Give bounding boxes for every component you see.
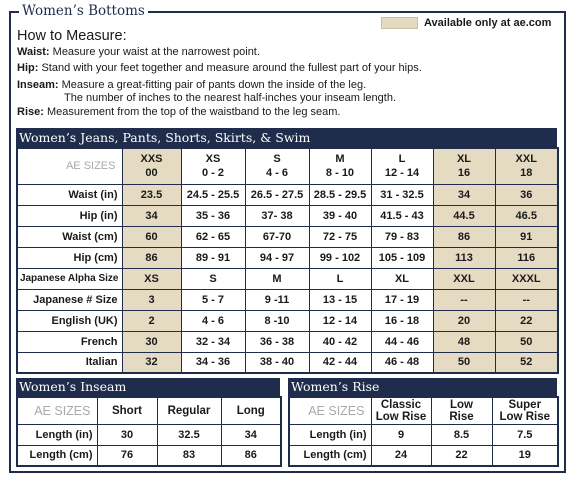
measure-text: Measure your waist at the narrowest point. <box>52 46 260 58</box>
size-value-cell: 22 <box>495 310 558 331</box>
inseam-table-title-bar: Women’s Inseam <box>16 378 280 396</box>
size-value-cell: 7.5 <box>492 424 558 445</box>
measure-inseam-instruction <box>17 78 366 92</box>
measure-term: Hip: <box>17 62 39 74</box>
ae-sizes-label: AE SIZES <box>17 148 122 184</box>
size-value-cell: 3 <box>122 289 181 310</box>
size-column-header <box>245 148 309 184</box>
size-value-cell: 32 <box>122 352 181 373</box>
size-value-cell: 34 <box>221 424 281 445</box>
size-number: 8 - 10 <box>325 167 355 180</box>
size-column-header <box>157 397 221 424</box>
header-row <box>289 397 558 424</box>
size-name: XXL <box>515 153 537 166</box>
table-row <box>17 226 558 247</box>
size-value-cell: 30 <box>122 331 181 352</box>
size-value-cell: 113 <box>433 247 495 268</box>
size-value-cell: 24.5 - 25.5 <box>181 184 245 205</box>
row-label: Waist (cm) <box>17 226 122 247</box>
size-value-cell: 32 - 34 <box>181 331 245 352</box>
size-value-cell: 13 - 15 <box>309 289 371 310</box>
size-value-cell: 16 - 18 <box>371 310 433 331</box>
ae-sizes-label: AE SIZES <box>17 397 97 424</box>
size-value-cell: XL <box>371 268 433 289</box>
column-header-line: Regular <box>167 404 211 417</box>
size-value-cell: 67-70 <box>245 226 309 247</box>
size-value-cell: 50 <box>433 352 495 373</box>
size-value-cell: 62 - 65 <box>181 226 245 247</box>
size-value-cell: 34 <box>433 184 495 205</box>
row-label: Japanese Alpha Size <box>17 268 122 289</box>
size-value-cell: 46.5 <box>495 205 558 226</box>
size-value-cell: 99 - 102 <box>309 247 371 268</box>
size-value-cell: 38 - 40 <box>245 352 309 373</box>
size-value-cell: 79 - 83 <box>371 226 433 247</box>
size-value-cell: -- <box>495 289 558 310</box>
size-value-cell: XXXL <box>495 268 558 289</box>
size-column-header <box>181 148 245 184</box>
size-value-cell: 34 <box>122 205 181 226</box>
ae-only-legend-label: Available only at ae.com <box>424 17 552 29</box>
table-row <box>17 352 558 373</box>
size-value-cell: 24 <box>371 445 431 466</box>
size-value-cell: 86 <box>221 445 281 466</box>
size-column-header <box>371 148 433 184</box>
size-value-cell: XXL <box>433 268 495 289</box>
size-value-cell: 86 <box>122 247 181 268</box>
size-value-cell: 48 <box>433 331 495 352</box>
size-value-cell: 36 - 38 <box>245 331 309 352</box>
measure-text: Measure a great-fitting pair of pants down the inside of the leg. <box>61 79 367 91</box>
measure-term: Inseam: <box>17 79 59 91</box>
size-value-cell: 39 - 40 <box>309 205 371 226</box>
size-value-cell: 86 <box>433 226 495 247</box>
size-value-cell: 46 - 48 <box>371 352 433 373</box>
size-number: 4 - 6 <box>265 167 288 180</box>
column-header-line: Low <box>450 398 473 411</box>
size-value-cell: 26.5 - 27.5 <box>245 184 309 205</box>
size-name: L <box>398 153 406 166</box>
size-number: 0 - 2 <box>201 167 224 180</box>
row-label: English (UK) <box>17 310 122 331</box>
ae-only-legend-swatch <box>381 17 418 29</box>
size-column-header <box>433 148 495 184</box>
size-value-cell: 8 -10 <box>245 310 309 331</box>
inseam-size-table <box>16 396 282 467</box>
size-name: XL <box>456 153 472 166</box>
size-column-header <box>309 148 371 184</box>
size-value-cell: 35 - 36 <box>181 205 245 226</box>
size-column-header <box>371 397 431 424</box>
size-value-cell: 52 <box>495 352 558 373</box>
table-row <box>289 424 558 445</box>
size-value-cell: 8.5 <box>431 424 492 445</box>
table-row <box>17 289 558 310</box>
size-value-cell: 116 <box>495 247 558 268</box>
row-label: Length (in) <box>289 424 371 445</box>
table-row <box>289 445 558 466</box>
size-value-cell: 17 - 19 <box>371 289 433 310</box>
measure-inseam-continuation: The number of inches to the nearest half-inches your inseam length. <box>64 92 397 104</box>
size-value-cell: 44 - 46 <box>371 331 433 352</box>
size-value-cell: 91 <box>495 226 558 247</box>
table-row <box>17 184 558 205</box>
table-row <box>17 268 558 289</box>
column-header-line: Low Rise <box>375 410 427 423</box>
size-name: XXS <box>140 153 163 166</box>
size-value-cell: 23.5 <box>122 184 181 205</box>
measure-text: Measurement from the top of the waistband to the leg seam. <box>46 106 341 118</box>
table-row <box>17 247 558 268</box>
size-value-cell: 41.5 - 43 <box>371 205 433 226</box>
size-value-cell: L <box>309 268 371 289</box>
jeans-pants-size-table <box>16 147 559 374</box>
size-value-cell: 40 - 42 <box>309 331 371 352</box>
size-value-cell: 31 - 32.5 <box>371 184 433 205</box>
size-column-header <box>122 148 181 184</box>
rise-size-table <box>288 396 559 467</box>
size-value-cell: 34 - 36 <box>181 352 245 373</box>
size-column-header <box>221 397 281 424</box>
size-column-header <box>495 148 558 184</box>
header-row <box>17 148 558 184</box>
size-value-cell: 50 <box>495 331 558 352</box>
measure-term: Rise: <box>17 106 44 118</box>
size-value-cell: 32.5 <box>157 424 221 445</box>
table-row <box>17 331 558 352</box>
row-label: Length (cm) <box>289 445 371 466</box>
size-name: S <box>273 153 281 166</box>
size-column-header <box>431 397 492 424</box>
size-value-cell: 76 <box>97 445 157 466</box>
size-value-cell: 28.5 - 29.5 <box>309 184 371 205</box>
column-header-line: Low Rise <box>499 410 550 423</box>
size-value-cell: 36 <box>495 184 558 205</box>
main-table-title-bar: Women’s Jeans, Pants, Shorts, Skirts, & Swim <box>16 128 557 147</box>
row-label: Length (in) <box>17 424 97 445</box>
table-row <box>17 424 281 445</box>
size-value-cell: 4 - 6 <box>181 310 245 331</box>
size-value-cell: 60 <box>122 226 181 247</box>
table-row <box>17 310 558 331</box>
size-value-cell: 83 <box>157 445 221 466</box>
rise-table-title-bar: Women’s Rise <box>288 378 557 396</box>
ae-sizes-label: AE SIZES <box>289 397 371 424</box>
how-to-measure-heading: How to Measure: <box>17 28 127 44</box>
size-value-cell: S <box>181 268 245 289</box>
size-value-cell: 44.5 <box>433 205 495 226</box>
row-label: Hip (cm) <box>17 247 122 268</box>
column-header-line: Classic <box>380 398 422 411</box>
size-value-cell: 9 <box>371 424 431 445</box>
measure-rise-instruction <box>17 105 340 119</box>
size-value-cell: 12 - 14 <box>309 310 371 331</box>
size-value-cell: 30 <box>97 424 157 445</box>
size-value-cell: 20 <box>433 310 495 331</box>
size-value-cell: 22 <box>431 445 492 466</box>
table-row <box>17 205 558 226</box>
column-header-line: Long <box>236 404 265 417</box>
size-column-header <box>97 397 157 424</box>
size-value-cell: 94 - 97 <box>245 247 309 268</box>
size-value-cell: 72 - 75 <box>309 226 371 247</box>
size-column-header <box>492 397 558 424</box>
row-label: Length (cm) <box>17 445 97 466</box>
size-value-cell: 19 <box>492 445 558 466</box>
row-label: Italian <box>17 352 122 373</box>
row-label: Japanese # Size <box>17 289 122 310</box>
size-number: 12 - 14 <box>384 167 420 180</box>
table-row <box>17 445 281 466</box>
column-header-line: Super <box>508 398 542 411</box>
size-value-cell: 9 -11 <box>245 289 309 310</box>
size-value-cell: 89 - 91 <box>181 247 245 268</box>
chart-title: Women’s Bottoms <box>19 3 148 20</box>
size-value-cell: 42 - 44 <box>309 352 371 373</box>
size-number: 18 <box>520 167 533 180</box>
size-value-cell: 2 <box>122 310 181 331</box>
size-value-cell: 5 - 7 <box>181 289 245 310</box>
size-value-cell: M <box>245 268 309 289</box>
row-label: French <box>17 331 122 352</box>
measure-term: Waist: <box>17 46 50 58</box>
row-label: Hip (in) <box>17 205 122 226</box>
size-value-cell: 37- 38 <box>245 205 309 226</box>
size-value-cell: 105 - 109 <box>371 247 433 268</box>
column-header-line: Short <box>111 404 143 417</box>
row-label: Waist (in) <box>17 184 122 205</box>
size-number: 00 <box>145 167 158 180</box>
measure-text: Stand with your feet together and measure around the fullest part of your hips. <box>41 62 422 74</box>
size-value-cell: -- <box>433 289 495 310</box>
measure-waist-instruction <box>17 45 260 59</box>
measure-hip-instruction <box>17 61 422 75</box>
size-name: M <box>335 153 345 166</box>
column-header-line: Rise <box>449 410 474 423</box>
header-row <box>17 397 281 424</box>
size-number: 16 <box>457 167 471 180</box>
size-name: XS <box>205 153 221 166</box>
size-value-cell: XS <box>122 268 181 289</box>
